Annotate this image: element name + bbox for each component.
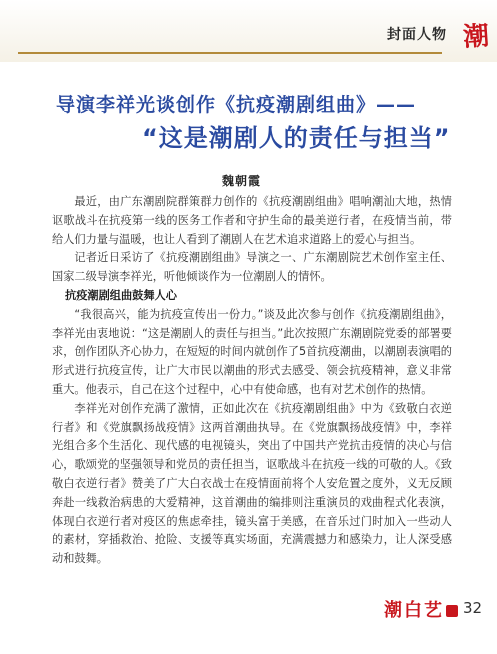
paragraph-2: 记者近日采访了《抗疫潮剧组曲》导演之一、广东潮剧院艺术创作室主任、国家二级导演李祥光，听他倾谈作为一位潮剧人的情怀。 <box>52 251 452 284</box>
article-author: 魏朝霞 <box>222 174 262 188</box>
article-title-line1: 导演李祥光谈创作《抗疫潮剧组曲》—— <box>56 94 417 116</box>
header-divider <box>18 52 442 54</box>
paragraph-1: 最近，由广东潮剧院群策群力创作的《抗疫潮剧组曲》唱响潮汕大地，热情讴歌战斗在抗疫第一线的医务工作者和守护生命的最美逆行者，在疫情当前，带给人们力量与温暖，也让人看到了潮剧人在艺术追求道路上的爱心与担当。 <box>52 195 452 246</box>
section-subhead: 抗疫潮剧组曲鼓舞人心 <box>65 288 177 302</box>
paragraph-3: “我很高兴，能为抗疫宣传出一份力。”谈及此次参与创作《抗疫潮剧组曲》，李祥光由衷地说：“这是潮剧人的责任与担当。”此次按照广东潮剧院党委的部署要求，创作团队齐心协力，在短短的时间内就创作了5首抗疫潮曲，以潮剧表演唱的形式进行抗疫宣传，让广大市民以潮曲的形式去感受、领会抗疫精神，意义非常重大。他表示，自己在这个过程中，心中有使命感，也有对艺术创作的热情。 <box>52 307 452 396</box>
article-body <box>52 193 452 569</box>
magazine-logo <box>384 596 458 622</box>
paragraph-4: 李祥光对创作充满了激情，正如此次在《抗疫潮剧组曲》中为《致敬白衣逆行者》和《党旗飘扬战疫情》这两首潮曲执导。在《党旗飘扬战疫情》中，李祥光组合多个生活化、现代感的电视镜头，突出了中国共产党抗击疫情的决心与信心，歌颂党的坚强领导和党员的责任担当，讴歌战斗在抗疫一线的可敬的人。《致敬白衣逆行者》赞美了广大白衣战士在疫情面前将个人安危置之度外，义无反顾奔赴一线救治病患的大爱精神，这首潮曲的编排则注重演员的戏曲程式化表演，体现白衣逆行者对疫区的焦虑牵挂，镜头富于美感，在音乐过门时加入一些动人的素材，穿插救治、抢险、支援等真实场面，充满震撼力和感染力，让人深受感动和鼓舞。 <box>52 401 452 566</box>
magazine-logo-text: 潮白艺 <box>384 600 444 621</box>
column-calligraphy-mark: 潮 <box>462 21 491 53</box>
page-number: 32 <box>463 599 483 617</box>
seal-icon <box>446 605 458 617</box>
column-label: 封面人物 <box>387 27 447 43</box>
article-title-line2: “这是潮剧人的责任与担当” <box>142 124 451 152</box>
